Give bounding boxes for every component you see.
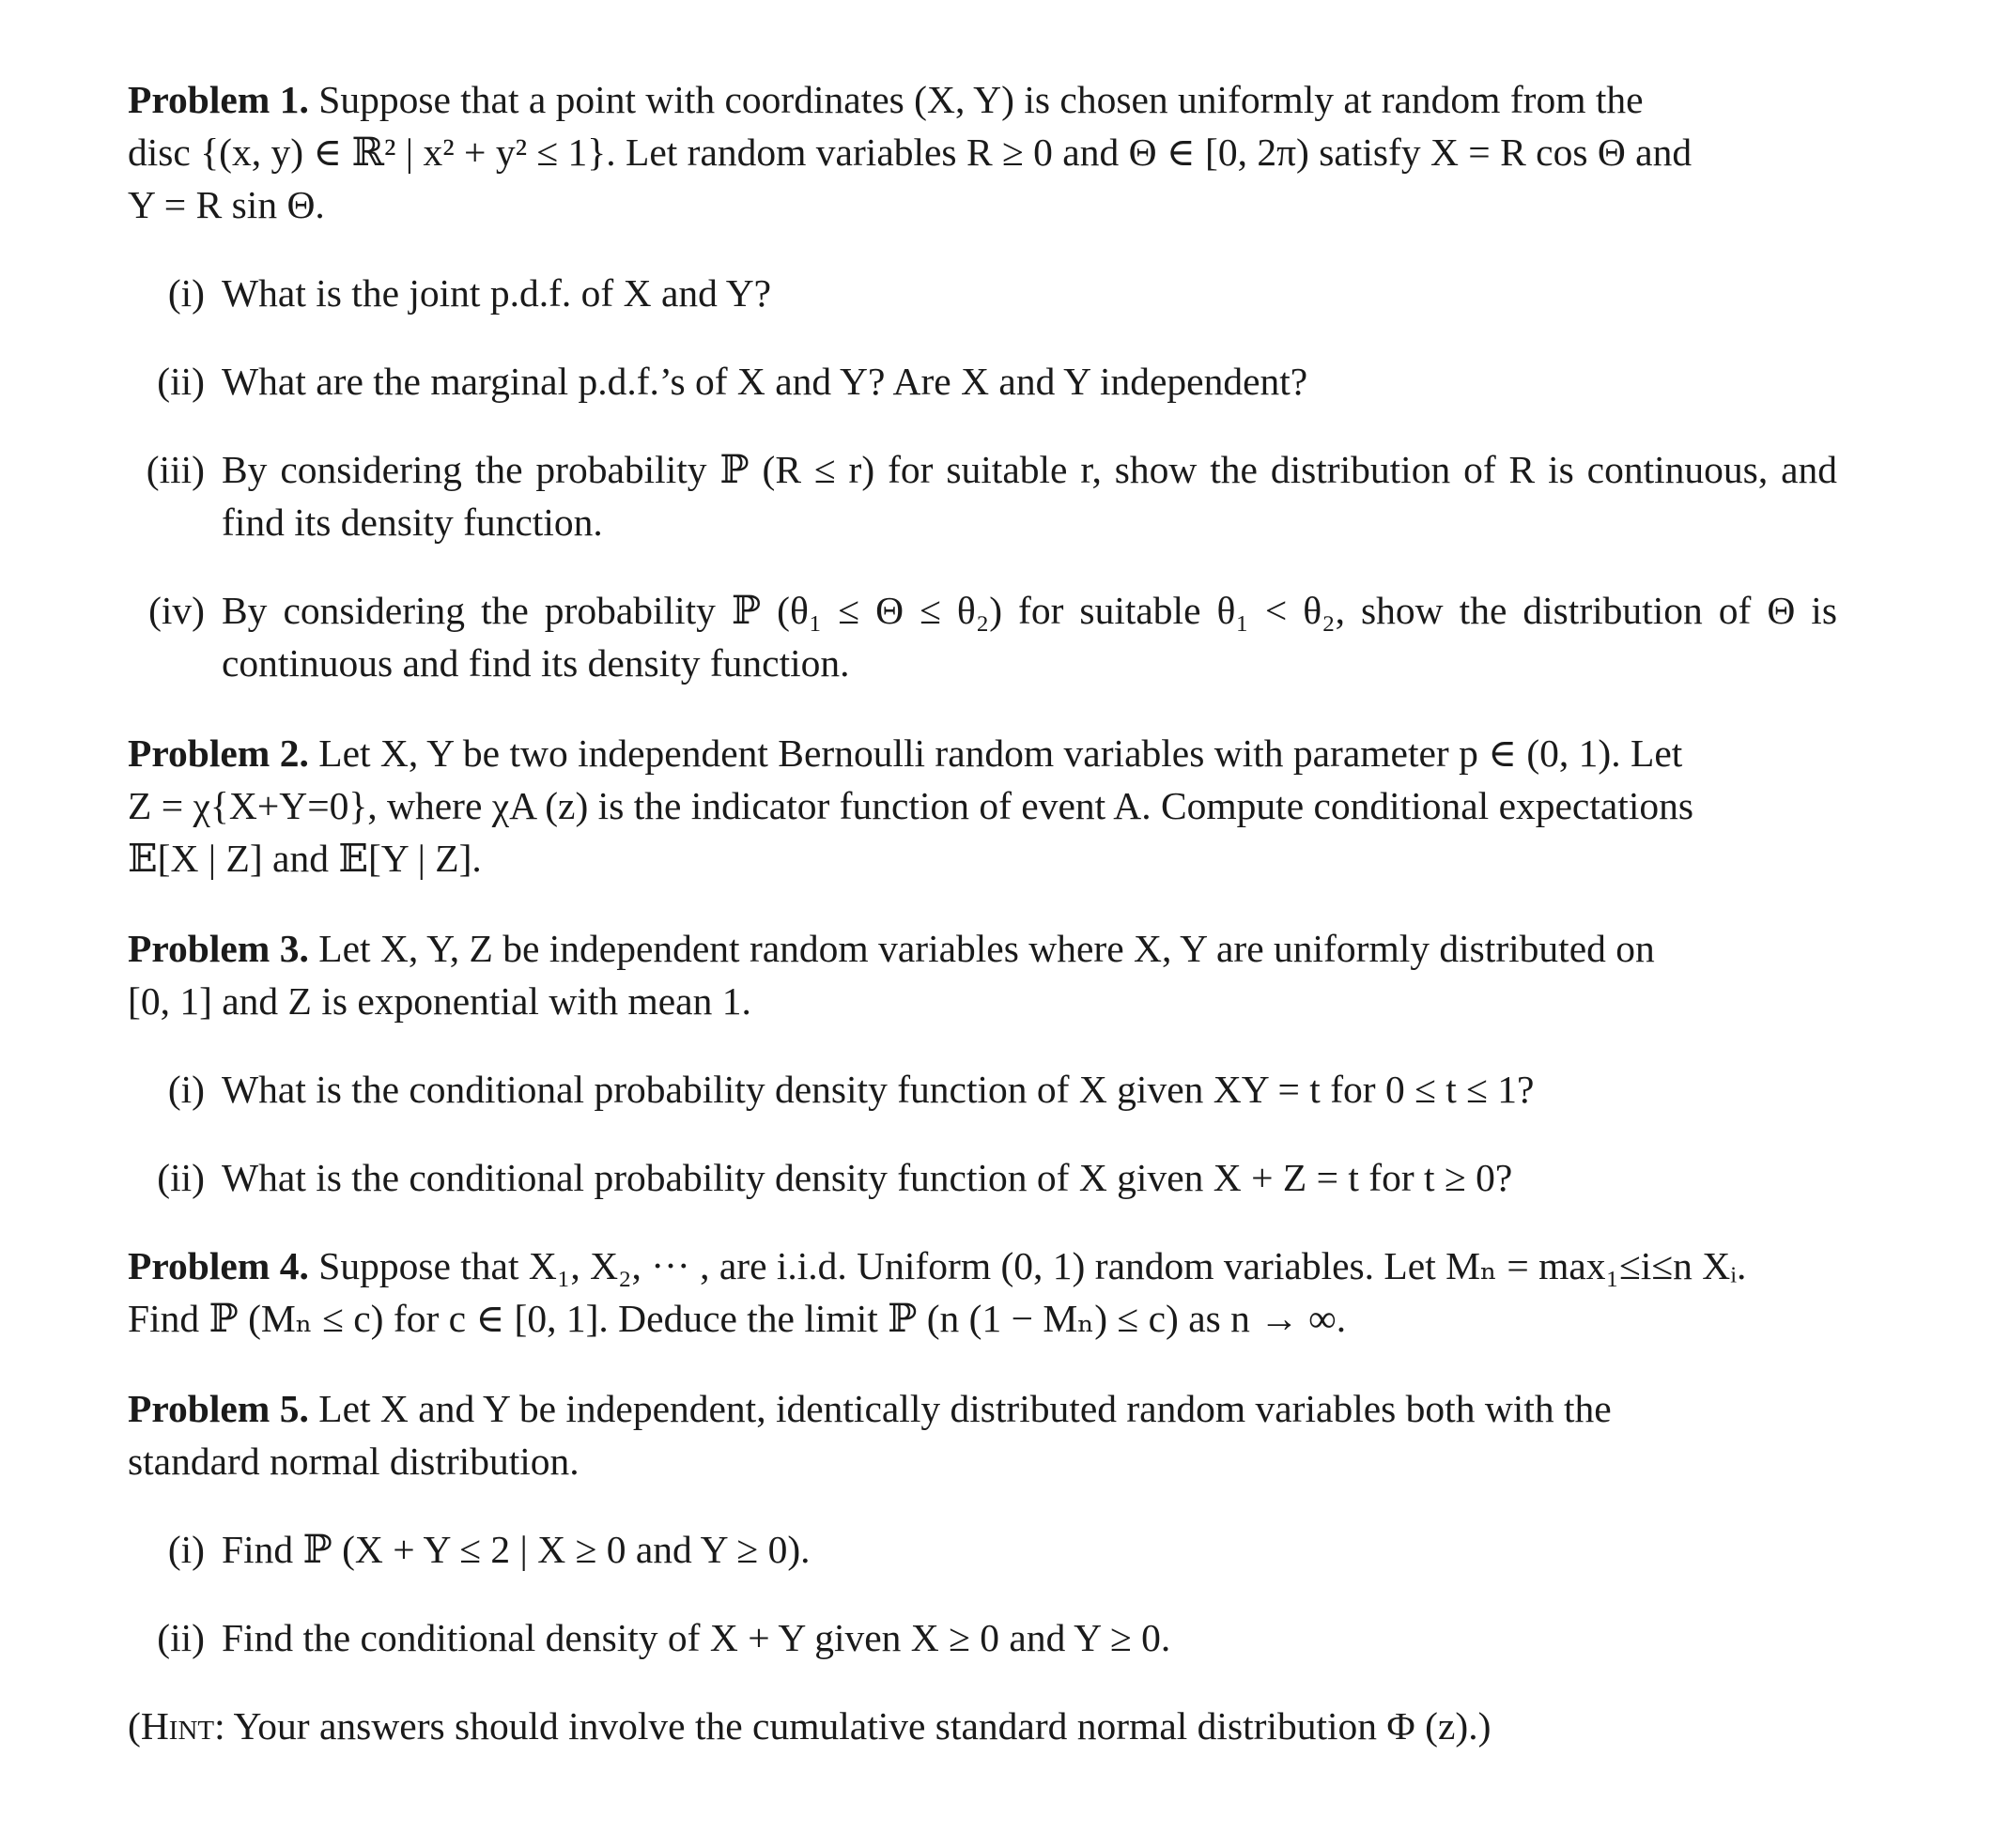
- problem-4-intro-line-2: Find ℙ (Mₙ ≤ c) for c ∈ [0, 1]. Deduce the limit ℙ (n (1 − Mₙ) ≤ c) as n → ∞.: [128, 1297, 1347, 1340]
- problem-4: [128, 1240, 1837, 1345]
- problem-1-intro-line-1: Suppose that a point with coordinates (X, Y) is chosen uniformly at random from the: [318, 78, 1644, 121]
- part-number: (i): [167, 1068, 205, 1111]
- problem-3: [128, 922, 1837, 1027]
- problem-3-intro-line-2: [0, 1] and Z is exponential with mean 1.: [128, 979, 751, 1023]
- problem-5-intro-line-2: standard normal distribution.: [128, 1440, 580, 1483]
- problem-3-intro-line-1: Let X, Y, Z be independent random variables where X, Y are uniformly distributed on: [318, 927, 1655, 970]
- problem-2: [128, 727, 1837, 885]
- hint-open-paren: (: [128, 1704, 141, 1748]
- problem-2-intro-line-2: Z = χ{X+Y=0}, where χA (z) is the indicator function of event A. Compute conditional expectations: [128, 784, 1694, 827]
- problem-1-part-iv: [128, 584, 1837, 689]
- problem-sheet: [128, 73, 1837, 1752]
- problem-1-intro-line-3: Y = R sin Θ.: [128, 183, 325, 226]
- part-text: Find the conditional density of X + Y given X ≥ 0 and Y ≥ 0.: [222, 1616, 1171, 1659]
- part-number: (i): [167, 271, 205, 315]
- problem-5: [128, 1382, 1837, 1487]
- part-text: What is the conditional probability density function of X given X + Z = t for t ≥ 0?: [222, 1156, 1513, 1199]
- problem-5-title: Problem 5.: [128, 1387, 319, 1430]
- problem-5-part-ii: [128, 1611, 1837, 1664]
- hint-label: Hint:: [140, 1704, 225, 1748]
- problem-1-part-i: [128, 267, 1837, 319]
- part-text: What are the marginal p.d.f.’s of X and Y? Are X and Y independent?: [222, 360, 1308, 403]
- problem-2-title: Problem 2.: [128, 732, 319, 775]
- problem-1-parts: [128, 267, 1837, 689]
- problem-2-intro-line-3: 𝔼[X | Z] and 𝔼[Y | Z].: [128, 837, 482, 880]
- problem-3-part-i: [128, 1063, 1837, 1116]
- part-number: (ii): [157, 1156, 205, 1199]
- problem-4-intro-line-1: Suppose that X₁, X₂, ··· , are i.i.d. Uniform (0, 1) random variables. Let Mₙ = max₁≤i≤n Xᵢ.: [318, 1244, 1747, 1287]
- problem-4-title: Problem 4.: [128, 1244, 319, 1287]
- problem-1-part-iii: [128, 443, 1837, 548]
- part-text: By considering the probability ℙ (θ₁ ≤ Θ ≤ θ₂) for suitable θ₁ < θ₂, show the distribution of Θ is continuous and find its density function.: [222, 589, 1837, 685]
- part-text: What is the conditional probability density function of X given XY = t for 0 ≤ t ≤ 1?: [222, 1068, 1535, 1111]
- problem-3-parts: [128, 1063, 1837, 1204]
- part-text: Find ℙ (X + Y ≤ 2 | X ≥ 0 and Y ≥ 0).: [222, 1528, 811, 1571]
- problem-5-intro-line-1: Let X and Y be independent, identically distributed random variables both with the: [318, 1387, 1612, 1430]
- part-number: (iii): [146, 448, 205, 491]
- problem-3-title: Problem 3.: [128, 927, 319, 970]
- problem-1-title: Problem 1.: [128, 78, 319, 121]
- hint-text: Your answers should involve the cumulative standard normal distribution Φ (z).): [224, 1704, 1492, 1748]
- problem-1-part-ii: [128, 355, 1837, 408]
- hint-note: [128, 1700, 1837, 1752]
- problem-3-part-ii: [128, 1151, 1837, 1204]
- problem-2-intro-line-1: Let X, Y be two independent Bernoulli random variables with parameter p ∈ (0, 1). Let: [318, 732, 1683, 775]
- part-number: (ii): [157, 1616, 205, 1659]
- part-number: (i): [167, 1528, 205, 1571]
- part-text: By considering the probability ℙ (R ≤ r) for suitable r, show the distribution of R is continuous, and find its density function.: [222, 448, 1837, 544]
- problem-1-intro-line-2: disc {(x, y) ∈ ℝ² | x² + y² ≤ 1}. Let random variables R ≥ 0 and Θ ∈ [0, 2π) satisfy X = R cos Θ and: [128, 131, 1693, 174]
- part-text: What is the joint p.d.f. of X and Y?: [222, 271, 772, 315]
- problem-1: [128, 73, 1837, 231]
- problem-5-part-i: [128, 1523, 1837, 1576]
- part-number: (iv): [148, 589, 205, 632]
- problem-5-parts: [128, 1523, 1837, 1664]
- part-number: (ii): [157, 360, 205, 403]
